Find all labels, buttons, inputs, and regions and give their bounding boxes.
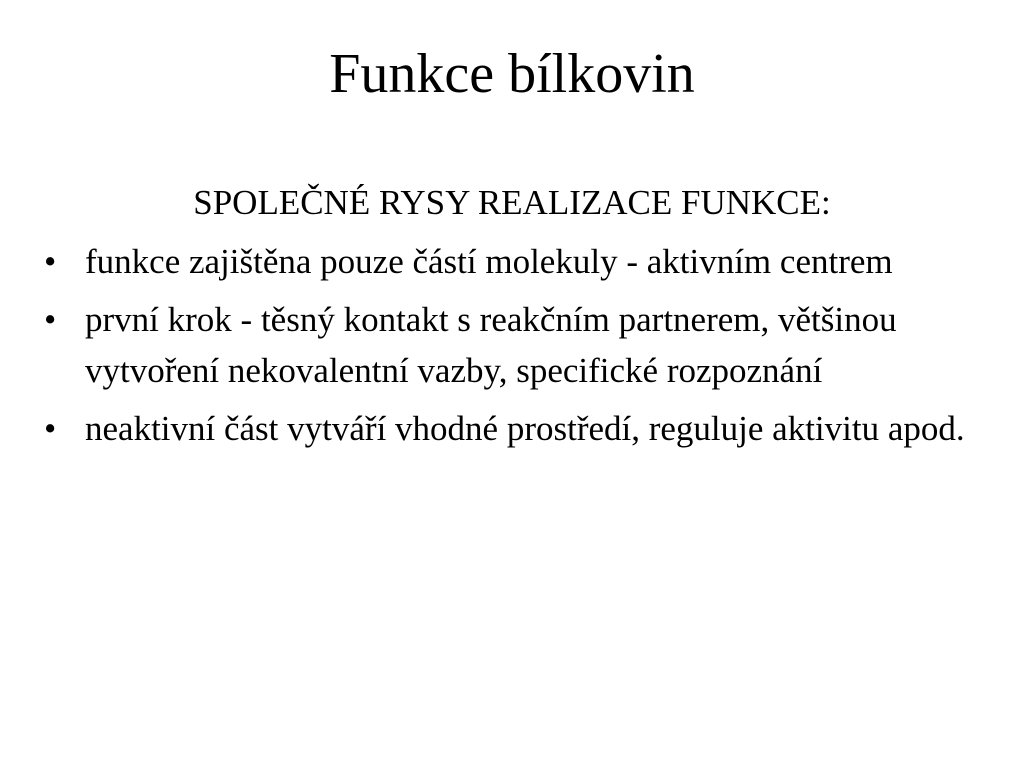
bullet-item bbox=[40, 236, 990, 287]
bullet-list bbox=[40, 236, 990, 461]
bullet-icon: • bbox=[44, 242, 57, 281]
bullet-item bbox=[40, 294, 990, 396]
bullet-text: funkce zajištěna pouze částí molekuly - aktivním centrem bbox=[85, 242, 893, 281]
bullet-text: neaktivní část vytváří vhodné prostředí, reguluje aktivitu apod. bbox=[85, 409, 965, 448]
bullet-item bbox=[40, 403, 990, 454]
bullet-icon: • bbox=[44, 409, 57, 448]
bullet-icon: • bbox=[44, 300, 57, 339]
bullet-text: první krok - těsný kontakt s reakčním partnerem, většinou vytvoření nekovalentní vazby, specifické rozpoznání bbox=[85, 300, 897, 390]
slide-subheading: SPOLEČNÉ RYSY REALIZACE FUNKCE: bbox=[193, 183, 831, 222]
slide-title: Funkce bílkovin bbox=[329, 43, 695, 105]
